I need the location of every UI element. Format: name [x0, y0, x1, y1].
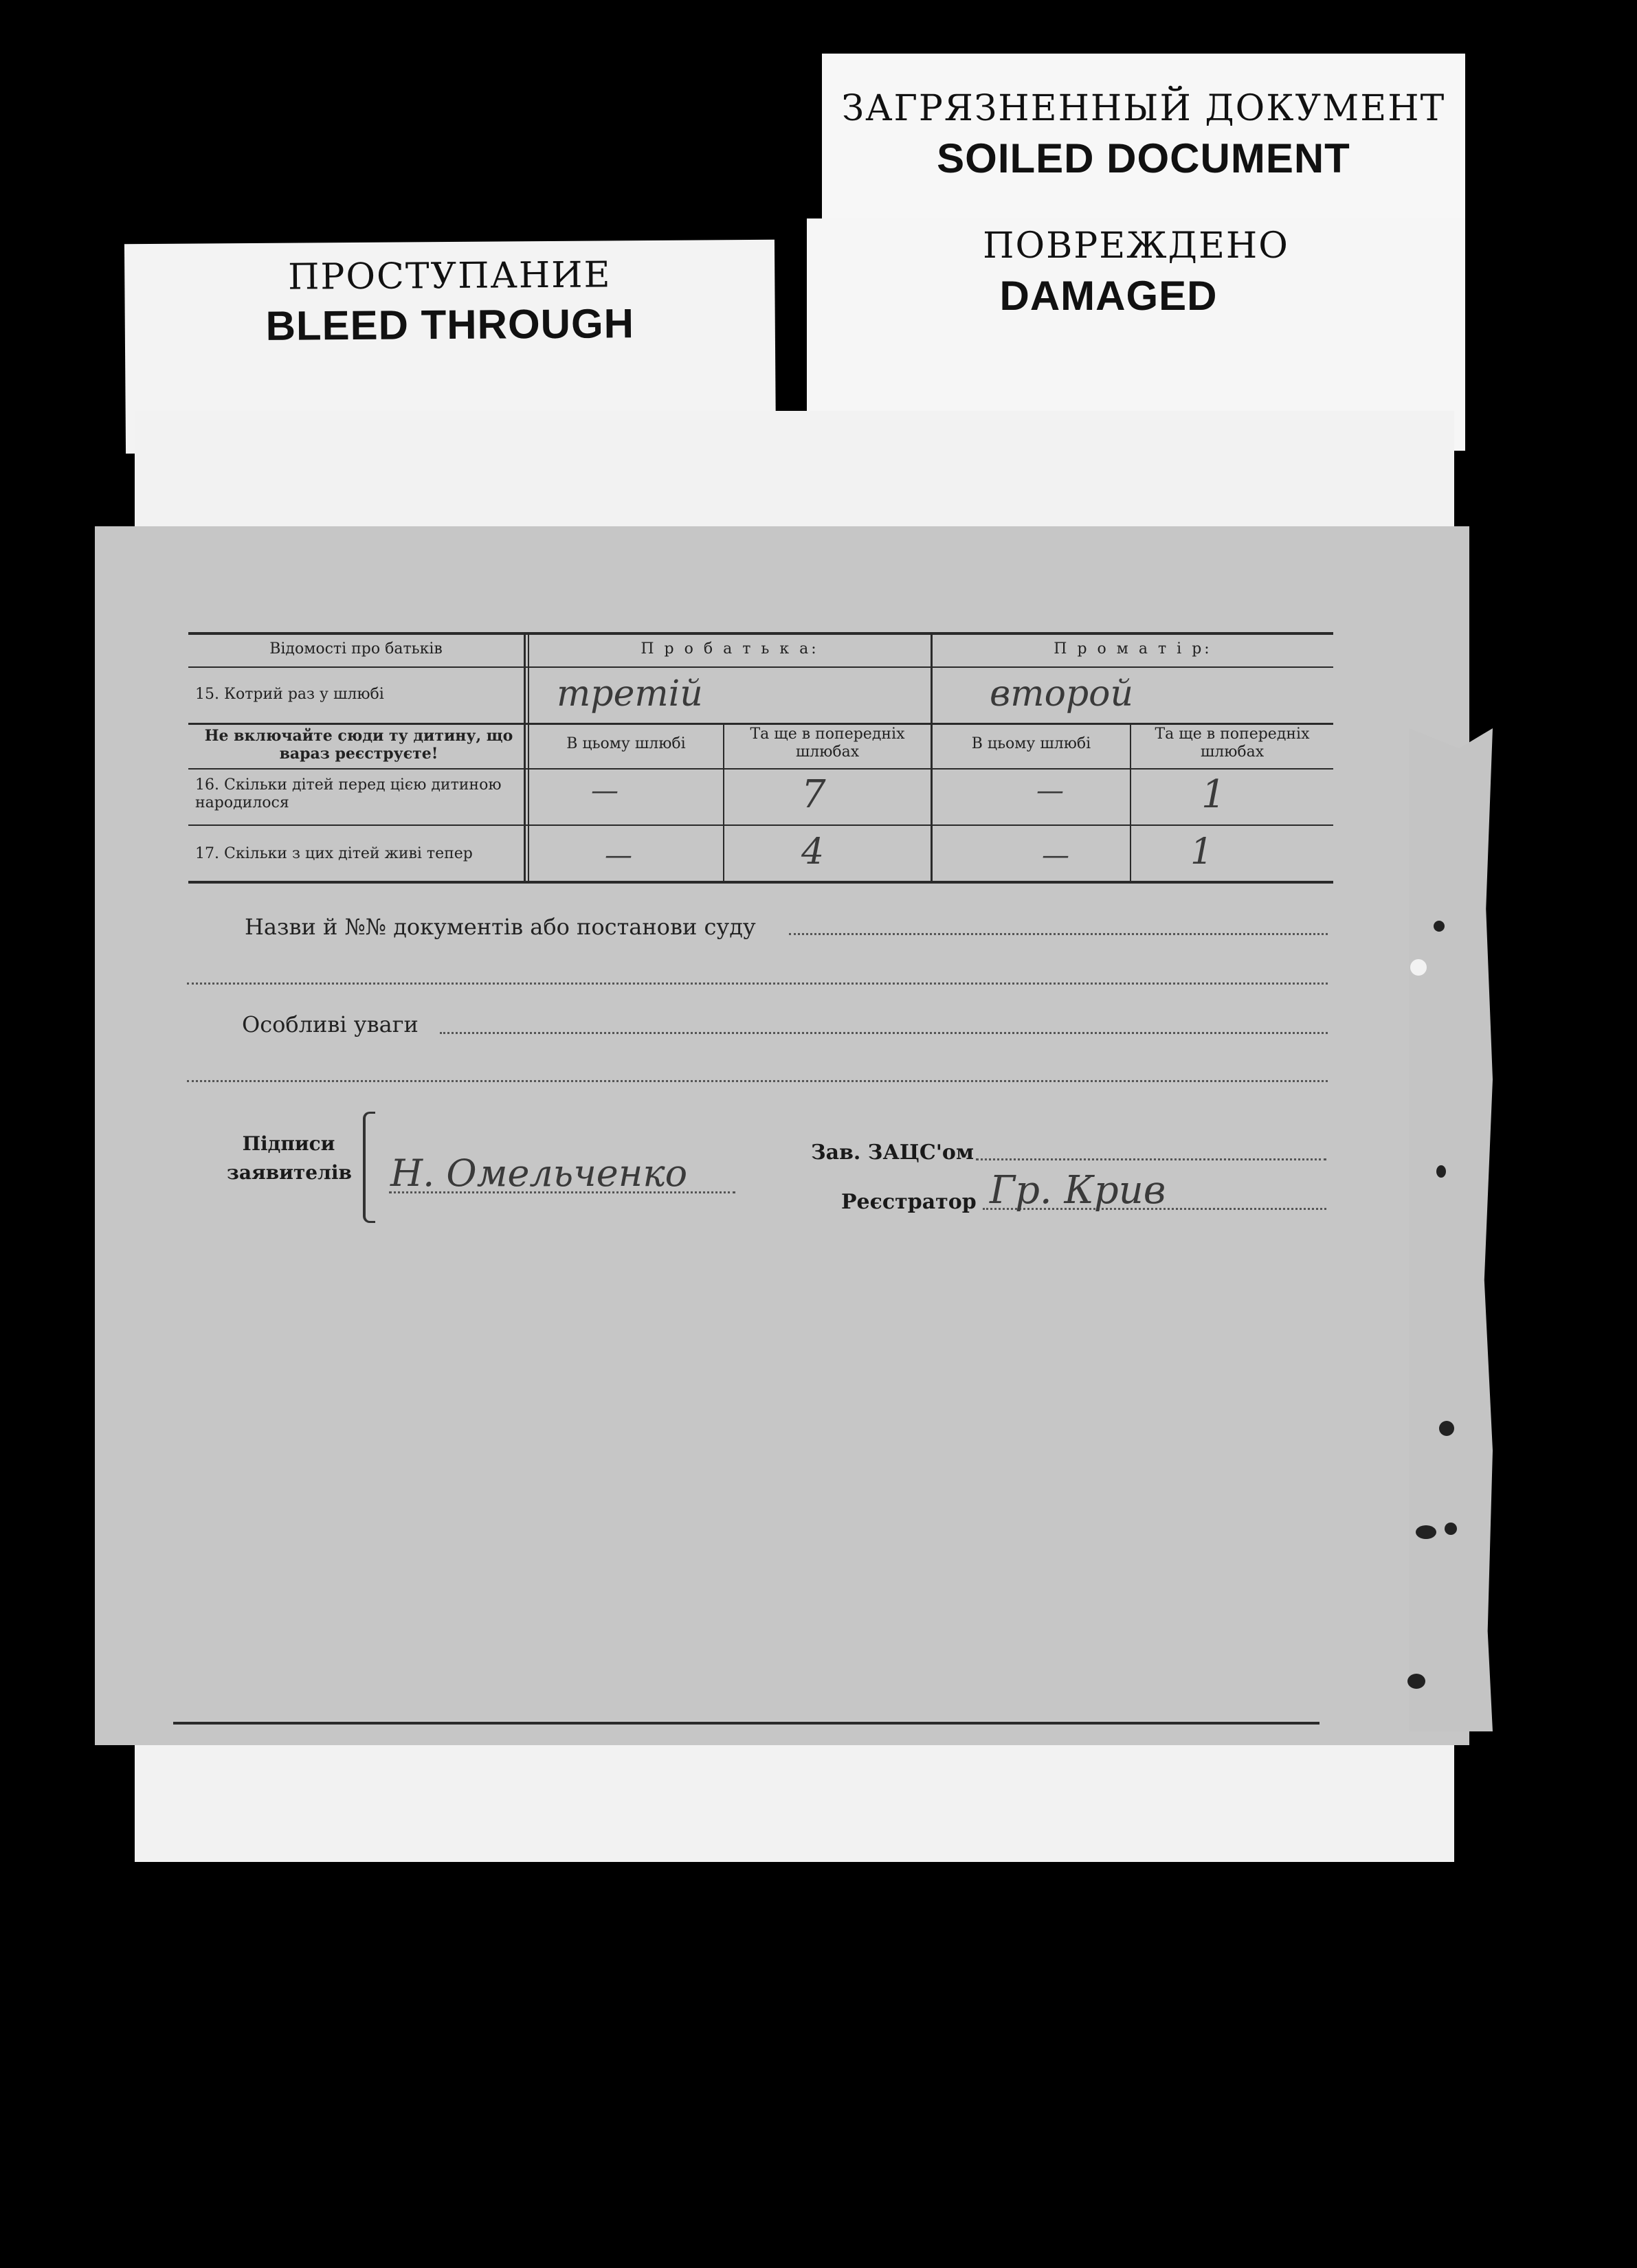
table-rule [188, 666, 1333, 668]
bleed-label-ru: ПРОСТУПАНИЕ [287, 254, 612, 298]
signatures-brace [363, 1112, 375, 1223]
damaged-label-en: DAMAGED [999, 273, 1218, 319]
row15-father-value: третій [557, 673, 703, 715]
soiled-label-ru: ЗАГРЯЗНЕННЫЙ ДОКУМЕНТ [841, 88, 1446, 129]
table-column-rule [931, 632, 933, 884]
row17-label: 17. Скільки з цих дітей живі тепер [195, 845, 473, 862]
row17-father-prev: 4 [801, 831, 825, 873]
row16-father-this: — [591, 775, 619, 807]
applicant-signature: Н. Омельченко [390, 1152, 688, 1195]
head-label: Зав. ЗАЦС'ом [811, 1141, 974, 1165]
notes-dotted-line [440, 1032, 1328, 1034]
notes-label: Особливі уваги [242, 1011, 419, 1037]
applicant-dotted-line [389, 1191, 735, 1193]
damage-spot [1436, 1165, 1446, 1178]
soiled-label-en: SOILED DOCUMENT [937, 135, 1350, 181]
registrar-label: Реєстратор [841, 1190, 977, 1214]
row17-father-this: — [605, 840, 632, 871]
row15-mother-value: второй [990, 673, 1133, 715]
table-top-rule [188, 632, 1333, 635]
row17-mother-this: — [1042, 840, 1069, 871]
notes-dotted-line-2 [187, 1080, 1328, 1082]
subheader-note: Не включайте сюди ту дитину, що вараз реєструєте! [204, 727, 513, 763]
signatures-label: Підписи заявителів [227, 1132, 352, 1184]
damage-spot [1416, 1525, 1436, 1539]
subheader-father-prev: Та ще в попередніх шлюбах [750, 726, 905, 761]
damage-spot [1434, 921, 1445, 932]
registrar-signature: Гр. Крив [990, 1168, 1166, 1213]
damage-spot [1439, 1421, 1454, 1436]
card-bottom-rule [173, 1722, 1319, 1725]
row16-mother-prev: 1 [1201, 772, 1226, 817]
damage-hole [1410, 959, 1427, 976]
table-bottom-rule [188, 881, 1333, 884]
row16-mother-this: — [1036, 775, 1064, 807]
header-father: П р о б а т ь к а: [641, 640, 819, 658]
table-rule [188, 723, 1333, 725]
damage-spot [1407, 1674, 1425, 1689]
subheader-father-this: В цьому шлюбі [566, 735, 686, 752]
row17-mother-prev: 1 [1190, 831, 1214, 873]
documents-dotted-line-2 [187, 983, 1328, 985]
table-rule [188, 768, 1333, 770]
header-mother: П р о м а т і р: [1054, 640, 1212, 658]
bleed-label-en: BLEED THROUGH [265, 300, 635, 349]
damage-spot [1445, 1523, 1457, 1535]
damaged-label-ru: ПОВРЕЖДЕНО [983, 225, 1289, 267]
table-column-rule [528, 632, 529, 884]
table-column-rule [524, 632, 526, 884]
documents-label: Назви й №№ документів або постанови суду [245, 914, 756, 940]
subheader-mother-this: В цьому шлюбі [971, 735, 1091, 752]
subheader-mother-prev: Та ще в попередніх шлюбах [1155, 726, 1310, 761]
head-dotted-line [976, 1158, 1326, 1160]
table-rule [188, 824, 1333, 826]
row15-label: 15. Котрий раз у шлюбі [195, 686, 384, 703]
row16-father-prev: 7 [801, 772, 826, 817]
documents-dotted-line [789, 933, 1328, 935]
header-info: Відомості про батьків [269, 640, 443, 658]
row16-label: 16. Скільки дітей перед цією дитиною народилося [195, 776, 502, 811]
